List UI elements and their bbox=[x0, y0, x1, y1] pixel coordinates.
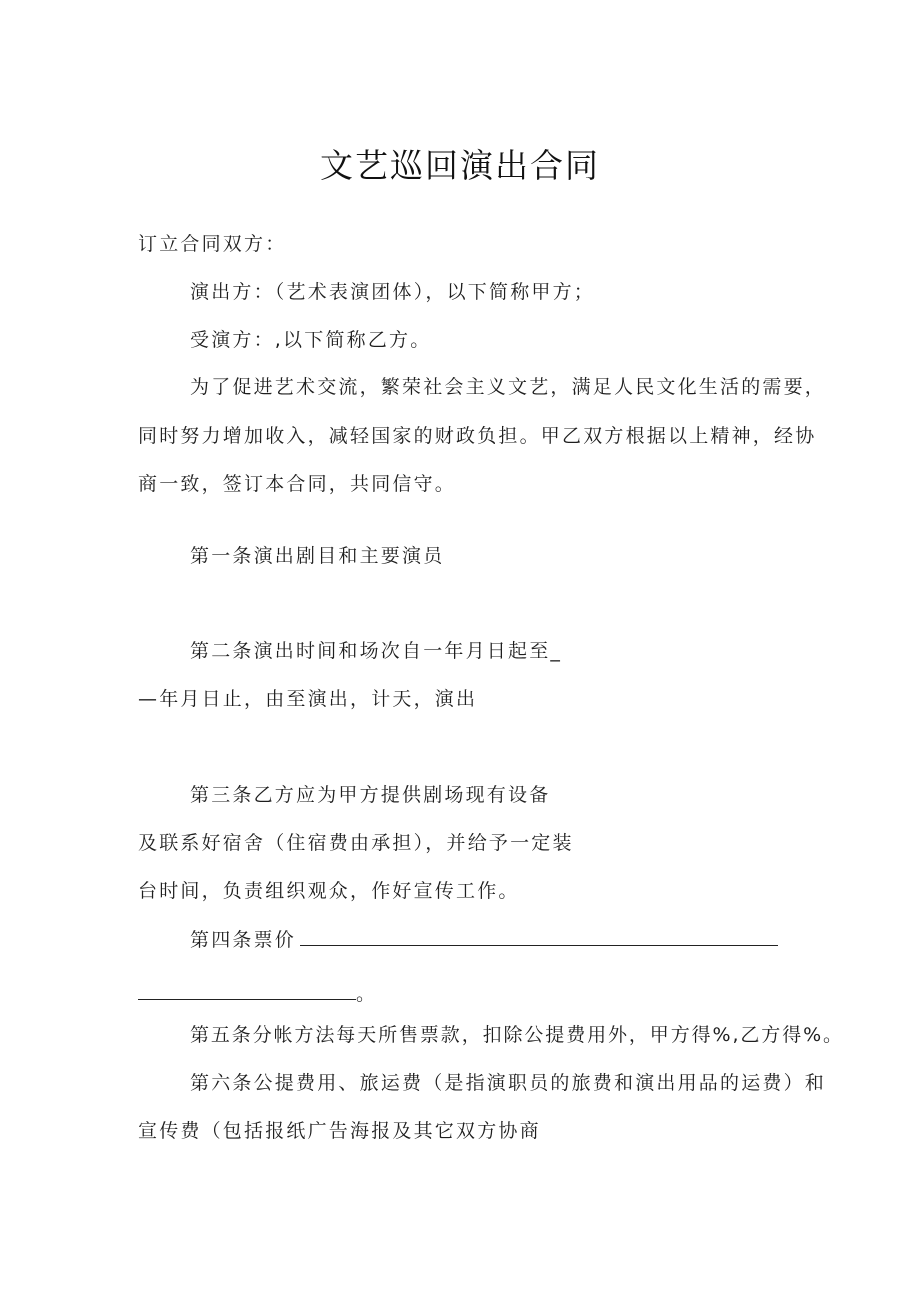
preamble-line-1: 为了促进艺术交流，繁荣社会主义文艺，满足人民文化生活的需要， bbox=[190, 376, 827, 398]
article-2-line-2: —年月日止，由至演出，计天，演出 bbox=[138, 688, 478, 710]
preamble-line-3: 商一致，签订本合同，共同信守。 bbox=[138, 473, 457, 495]
article-3-line-2: 及联系好宿舍（住宿费由承担），并给予一定装 bbox=[138, 832, 574, 854]
article-2-line-1: 第二条演出时间和场次自一年月日起至_ bbox=[190, 640, 563, 662]
ticket-price-blank bbox=[300, 944, 778, 946]
article-5: 第五条分帐方法每天所售票款，扣除公提费用外，甲方得%,乙方得%。 bbox=[190, 1024, 844, 1046]
party-a-line: 演出方：（艺术表演团体），以下简称甲方； bbox=[190, 281, 596, 303]
parties-heading: 订立合同双方： bbox=[138, 233, 287, 255]
article-4-line bbox=[190, 925, 778, 952]
article-4-continuation bbox=[138, 979, 377, 1006]
article-6-line-1: 第六条公提费用、旅运费（是指演职员的旅费和演出用品的运费）和 bbox=[190, 1072, 827, 1094]
article-4-end: 。 bbox=[356, 983, 378, 1005]
article-1: 第一条演出剧目和主要演员 bbox=[190, 545, 445, 567]
article-3-line-1: 第三条乙方应为甲方提供剧场现有设备 bbox=[190, 784, 551, 806]
article-3-line-3: 台时间，负责组织观众，作好宣传工作。 bbox=[138, 880, 520, 902]
document-title: 文艺巡回演出合同 bbox=[320, 146, 600, 185]
article-6-line-2: 宣传费（包括报纸广告海报及其它双方协商 bbox=[138, 1120, 541, 1142]
preamble-line-2: 同时努力增加收入，减轻国家的财政负担。甲乙双方根据以上精神，经协 bbox=[138, 425, 817, 447]
article-4-label: 第四条票价 bbox=[190, 929, 297, 951]
ticket-price-blank-continued bbox=[138, 998, 356, 1000]
party-b-line: 受演方：,以下简称乙方。 bbox=[190, 329, 432, 351]
